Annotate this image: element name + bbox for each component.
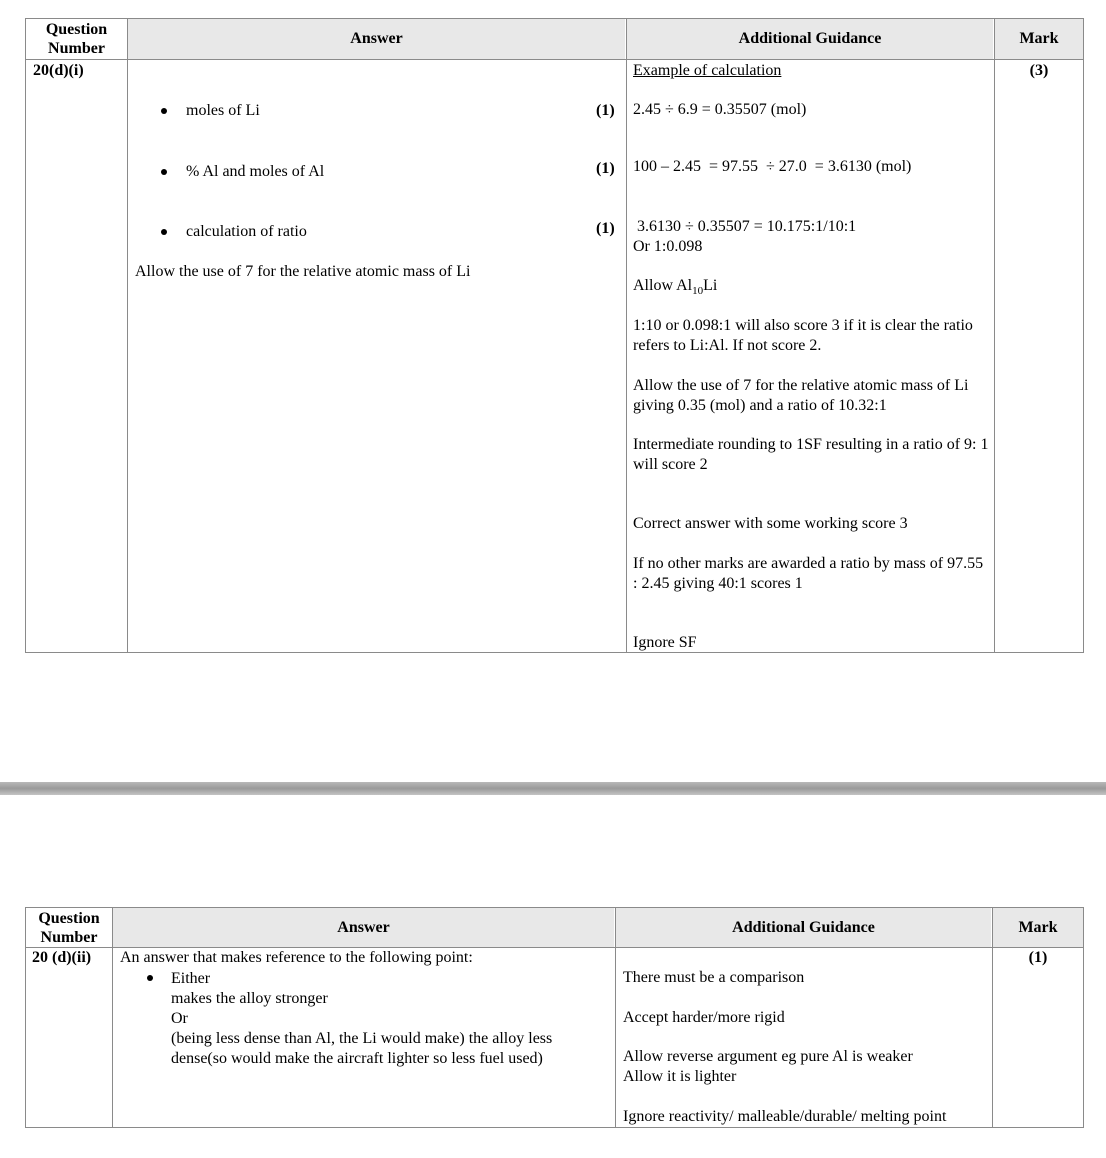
answer-point: moles of Li bbox=[186, 102, 260, 119]
guidance-note: Allow reverse argument eg pure Al is weaker bbox=[623, 1048, 913, 1065]
total-mark: (1) bbox=[1028, 949, 1048, 966]
bullet-icon bbox=[161, 169, 167, 175]
answer-or: Or bbox=[171, 1010, 188, 1027]
question-number: 20 (d)(ii) bbox=[32, 949, 92, 966]
guidance-note: Allow it is lighter bbox=[623, 1068, 737, 1085]
point-mark: (1) bbox=[596, 160, 615, 177]
answer-option-1: makes the alloy stronger bbox=[171, 990, 328, 1007]
question-number-header: Question Number bbox=[45, 21, 108, 57]
point-mark: (1) bbox=[596, 220, 615, 237]
bullet-icon bbox=[161, 229, 167, 235]
answer-point: % Al and moles of Al bbox=[186, 163, 325, 180]
guidance-note: If no other marks are awarded a ratio by mass of 97.55 : 2.45 giving 40:1 scores 1 bbox=[633, 555, 984, 592]
guidance-header: Additional Guidance bbox=[732, 919, 875, 936]
answer-header: Answer bbox=[337, 919, 390, 936]
guidance-note: Accept harder/more rigid bbox=[623, 1009, 785, 1026]
answer-note: Allow the use of 7 for the relative atomic mass of Li bbox=[135, 263, 471, 280]
answer-intro: An answer that makes reference to the following point: bbox=[120, 949, 473, 966]
mark-header: Mark bbox=[1018, 919, 1058, 936]
guidance-calc-2: 100 – 2.45 = 97.55 ÷ 27.0 = 3.6130 (mol) bbox=[633, 158, 912, 175]
guidance-calc-1: 2.45 ÷ 6.9 = 0.35507 (mol) bbox=[633, 101, 807, 118]
page-separator bbox=[0, 782, 1106, 795]
guidance-header: Additional Guidance bbox=[738, 30, 882, 47]
guidance-note: 1:10 or 0.098:1 will also score 3 if it is clear the ratio refers to Li:Al. If not score 2. bbox=[633, 317, 973, 354]
guidance-note: Ignore reactivity/ malleable/durable/ melting point bbox=[623, 1108, 947, 1125]
guidance-note: Allow the use of 7 for the relative atomic mass of Li giving 0.35 (mol) and a ratio of 10.32:1 bbox=[633, 377, 969, 414]
guidance-note: Ignore SF bbox=[633, 634, 697, 651]
guidance-calc-3: 3.6130 ÷ 0.35507 = 10.175:1/10:1 bbox=[637, 218, 857, 235]
mark-header: Mark bbox=[1019, 30, 1059, 47]
bullet-icon bbox=[161, 108, 167, 114]
guidance-note: There must be a comparison bbox=[623, 969, 805, 986]
answer-either: Either bbox=[171, 970, 211, 987]
answer-option-2: (being less dense than Al, the Li would make) the alloy less dense(so would make the aircraft lighter so less fuel used) bbox=[171, 1030, 553, 1067]
total-mark: (3) bbox=[1029, 62, 1049, 79]
guidance-calc-3-alt: Or 1:0.098 bbox=[633, 238, 703, 255]
bullet-icon bbox=[147, 975, 153, 981]
answer-point: calculation of ratio bbox=[186, 223, 307, 240]
point-mark: (1) bbox=[596, 102, 615, 119]
answer-header: Answer bbox=[350, 30, 403, 47]
guidance-allow-formula: Allow $Al_{10}Li$ bbox=[633, 277, 718, 297]
guidance-note: Intermediate rounding to 1SF resulting in a ratio of 9: 1 will score 2 bbox=[633, 436, 989, 473]
question-number: 20(d)(i) bbox=[33, 62, 84, 79]
question-number-header: Question Number bbox=[38, 910, 100, 946]
guidance-heading: Example of calculation bbox=[633, 62, 782, 79]
guidance-note: Correct answer with some working score 3 bbox=[633, 515, 908, 532]
